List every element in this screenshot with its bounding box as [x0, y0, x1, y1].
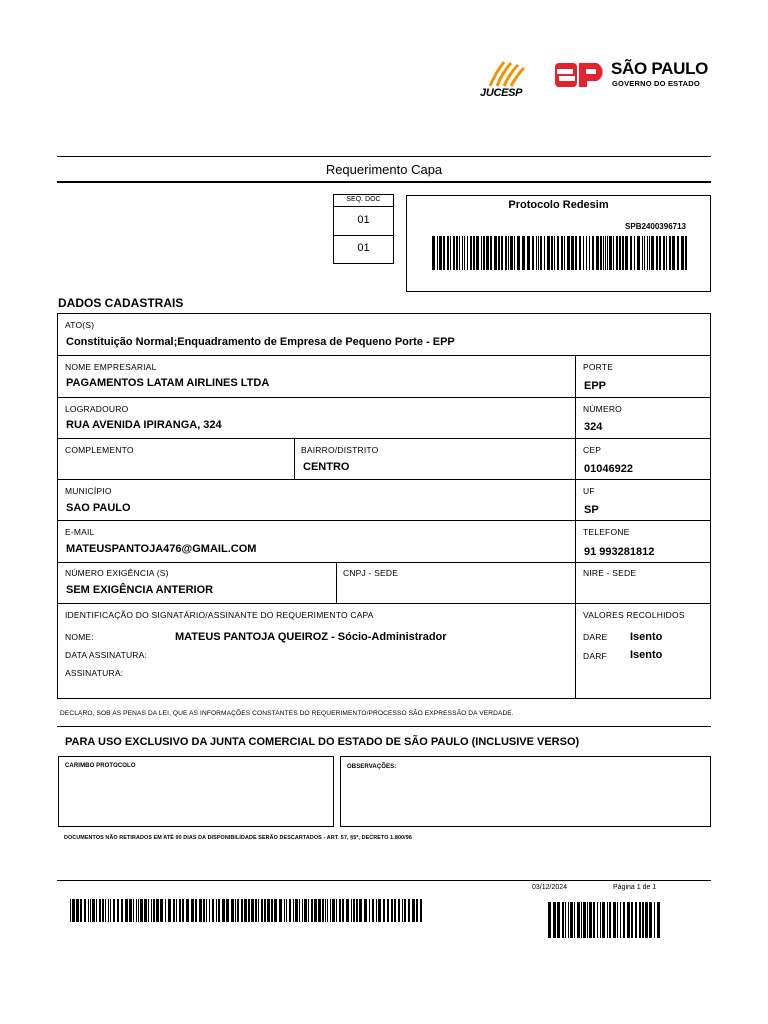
barcode-bar [567, 236, 570, 270]
data-assinatura-label: DATA ASSINATURA: [65, 650, 148, 660]
barcode-bar [176, 899, 177, 922]
barcode-bar [571, 236, 574, 270]
title-top-rule [57, 156, 711, 157]
barcode-bar [84, 899, 86, 922]
barcode-bar [540, 236, 542, 270]
barcode-bar [267, 899, 270, 922]
barcode-bar [299, 899, 300, 922]
barcode-bar [304, 899, 307, 922]
barcode-bar [353, 899, 355, 922]
barcode-bar [412, 899, 415, 922]
barcode-bar [589, 236, 590, 270]
barcode-bar [90, 899, 91, 922]
barcode-bar [231, 899, 234, 922]
barcode-bar [186, 899, 189, 922]
dados-cadastrais-table [57, 313, 711, 699]
barcode-bar [657, 902, 660, 938]
barcode-bar [376, 899, 377, 922]
footer-barcode-right [548, 902, 662, 938]
nome-empresarial-label: NOME EMPRESARIAL [65, 362, 157, 372]
barcode-bar [561, 236, 563, 270]
barcode-bar [165, 899, 166, 922]
barcode-bar [404, 899, 406, 922]
barcode-bar [481, 236, 482, 270]
barcode-bar [346, 899, 349, 922]
barcode-bar [332, 899, 335, 922]
protocolo-barcode [432, 236, 690, 270]
jucesp-logo-text: JUCESP [480, 87, 523, 99]
footer-rule [57, 880, 711, 881]
barcode-bar [255, 899, 257, 922]
barcode-bar [486, 236, 489, 270]
barcode-bar [605, 236, 606, 270]
barcode-bar [330, 899, 331, 922]
barcode-bar [467, 236, 468, 270]
barcode-bar [476, 236, 479, 270]
barcode-bar [600, 902, 601, 938]
barcode-bar [168, 899, 171, 922]
barcode-bar [314, 899, 317, 922]
carimbo-protocolo-label: CARIMBO PROTOCOLO [65, 763, 136, 769]
barcode-bar [258, 899, 259, 922]
barcode-bar [364, 899, 367, 922]
ato-label: ATO(S) [65, 320, 95, 330]
exigencia-label: NÚMERO EXIGÊNCIA (S) [65, 568, 169, 578]
barcode-bar [322, 899, 324, 922]
barcode-bar [592, 236, 594, 270]
bairro-label: BAIRRO/DISTRITO [301, 445, 379, 455]
barcode-bar [138, 899, 139, 922]
barcode-bar [589, 902, 592, 938]
barcode-bar [311, 899, 313, 922]
barcode-bar [351, 899, 352, 922]
barcode-bar [439, 236, 442, 270]
barcode-bar [565, 902, 566, 938]
barcode-bar [295, 899, 298, 922]
barcode-bar [635, 902, 637, 938]
barcode-bar [631, 902, 633, 938]
barcode-bar [293, 899, 294, 922]
email-label: E-MAIL [65, 527, 95, 537]
aviso-descarte-text: DOCUMENTOS NÃO RETIRADOS EM ATÉ 90 DIAS DA DISPONIBILIDADE SERÃO DESCARTADOS - ART. 57, §5º, DECRETO 1.800/96 [64, 835, 412, 841]
barcode-bar [105, 899, 106, 922]
barcode-bar [553, 902, 556, 938]
barcode-bar [203, 899, 205, 922]
jucesp-logo-mark-icon [482, 60, 532, 88]
municipio-label: MUNICÍPIO [65, 486, 112, 496]
darf-value: Isento [630, 649, 663, 661]
barcode-bar [574, 902, 575, 938]
barcode-bar [369, 899, 370, 922]
barcode-bar [372, 899, 374, 922]
barcode-bar [218, 899, 220, 922]
barcode-bar [669, 236, 671, 270]
nome-signatario-label: NOME: [65, 632, 94, 642]
barcode-bar [241, 899, 243, 922]
barcode-bar [564, 236, 565, 270]
footer-page-number: Página 1 de 1 [613, 884, 657, 891]
barcode-bar [237, 899, 239, 922]
ato-value: Constituição Normal;Enquadramento de Empresa de Pequeno Porte - EPP [66, 336, 455, 348]
barcode-bar [271, 899, 273, 922]
barcode-bar [639, 902, 641, 938]
protocolo-title: Protocolo Redesim [508, 199, 609, 211]
barcode-bar [620, 902, 621, 938]
page-title: Requerimento Capa [325, 162, 443, 177]
barcode-bar [108, 899, 109, 922]
barcode-bar [289, 899, 291, 922]
barcode-bar [600, 236, 602, 270]
barcode-bar [625, 236, 628, 270]
barcode-bar [251, 899, 254, 922]
barcode-bar [443, 236, 445, 270]
darf-label: DARF [583, 651, 607, 661]
title-bottom-rule [57, 181, 711, 183]
barcode-bar [581, 902, 582, 938]
barcode-bar [199, 899, 202, 922]
valores-recolhidos-label: VALORES RECOLHIDOS [583, 610, 685, 620]
barcode-bar [286, 899, 287, 922]
barcode-bar [622, 236, 624, 270]
barcode-bar [383, 899, 385, 922]
barcode-bar [483, 236, 485, 270]
protocolo-box [406, 195, 711, 292]
barcode-bar [356, 899, 358, 922]
barcode-bar [609, 236, 612, 270]
telefone-value: 91 993281812 [584, 546, 655, 558]
barcode-bar [536, 236, 537, 270]
barcode-bar [613, 902, 616, 938]
barcode-bar [302, 899, 303, 922]
barcode-bar [416, 899, 418, 922]
barcode-bar [554, 236, 555, 270]
barcode-bar [148, 899, 149, 922]
barcode-bar [125, 899, 128, 922]
barcode-bar [402, 899, 403, 922]
barcode-bar [547, 236, 550, 270]
barcode-bar [681, 236, 684, 270]
barcode-bar [649, 902, 652, 938]
cep-label: CEP [583, 445, 602, 455]
barcode-bar [432, 236, 435, 270]
barcode-bar [235, 899, 236, 922]
barcode-bar [133, 899, 134, 922]
barcode-bar [586, 236, 587, 270]
barcode-bar [462, 236, 463, 270]
barcode-bar [195, 899, 197, 922]
barcode-bar [644, 236, 645, 270]
barcode-bar [602, 902, 605, 938]
jucesp-logo [476, 60, 536, 102]
barcode-bar [577, 902, 580, 938]
barcode-bar [651, 236, 654, 270]
sp-map-icon [555, 61, 607, 89]
barcode-bar [473, 236, 475, 270]
barcode-bar [140, 899, 143, 922]
barcode-bar [649, 236, 650, 270]
barcode-bar [510, 236, 513, 270]
barcode-bar [557, 902, 560, 938]
barcode-bar [391, 899, 393, 922]
barcode-bar [453, 236, 455, 270]
barcode-bar [514, 236, 515, 270]
barcode-bar [570, 902, 573, 938]
barcode-bar [387, 899, 389, 922]
barcode-bar [538, 236, 539, 270]
observacoes-label: OBSERVAÇÕES: [347, 764, 397, 770]
barcode-bar [99, 899, 101, 922]
barcode-bar [583, 236, 584, 270]
barcode-bar [216, 899, 217, 922]
barcode-bar [420, 899, 422, 922]
barcode-bar [517, 236, 520, 270]
barcode-bar [342, 899, 344, 922]
barcode-bar [156, 899, 159, 922]
barcode-bar [522, 236, 525, 270]
barcode-bar [144, 899, 147, 922]
bairro-value: CENTRO [303, 461, 350, 473]
barcode-bar [88, 899, 89, 922]
declaracao-rule [57, 726, 711, 727]
sp-logo-subtitle: GOVERNO DO ESTADO [612, 79, 700, 88]
barcode-bar [501, 236, 503, 270]
barcode-bar [647, 236, 648, 270]
barcode-bar [548, 902, 551, 938]
barcode-bar [274, 899, 277, 922]
barcode-bar [284, 899, 285, 922]
barcode-bar [437, 236, 438, 270]
barcode-bar [308, 899, 309, 922]
section-title: DADOS CADASTRAIS [58, 296, 184, 310]
declaracao-text: DECLARO, SOB AS PENAS DA LEI, QUE AS INFORMAÇÕES CONSTANTES DO REQUERIMENTO/PROCESSO SÃO EXPRESSÃO DA VERDADE. [60, 710, 514, 717]
nire-sede-label: NIRE - SEDE [583, 568, 637, 578]
barcode-bar [607, 902, 608, 938]
dare-value: Isento [630, 631, 663, 643]
telefone-label: TELEFONE [583, 527, 630, 537]
barcode-bar [72, 899, 75, 922]
barcode-bar [627, 902, 630, 938]
barcode-bar [498, 236, 500, 270]
barcode-bar [179, 899, 181, 922]
uf-value: SP [584, 504, 599, 516]
signatario-label: IDENTIFICAÇÃO DO SIGNATÁRIO/ASSINANTE DO REQUERIMENTO CAPA [65, 610, 374, 620]
barcode-bar [121, 899, 123, 922]
assinatura-label: ASSINATURA: [65, 668, 124, 678]
barcode-bar [642, 902, 644, 938]
barcode-bar [394, 899, 396, 922]
barcode-bar [593, 902, 595, 938]
footer-date: 03/12/2024 [532, 884, 568, 891]
barcode-bar [527, 236, 530, 270]
barcode-bar [212, 899, 214, 922]
observacoes-box [340, 756, 711, 827]
barcode-bar [70, 899, 71, 922]
cnpj-sede-label: CNPJ - SEDE [343, 568, 399, 578]
seq-doc-label: SEQ. DOC [346, 196, 381, 203]
sp-logo-title: SÃO PAULO [611, 59, 709, 78]
logradouro-value: RUA AVENIDA IPIRANGA, 324 [66, 419, 222, 431]
barcode-bar [634, 236, 635, 270]
barcode-bar [129, 899, 132, 922]
barcode-bar [568, 902, 569, 938]
barcode-bar [325, 899, 326, 922]
barcode-bar [182, 899, 184, 922]
barcode-bar [279, 899, 282, 922]
barcode-bar [685, 236, 687, 270]
barcode-bar [80, 899, 82, 922]
barcode-bar [616, 236, 618, 270]
barcode-bar [609, 902, 611, 938]
cep-value: 01046922 [584, 463, 633, 475]
barcode-bar [359, 899, 362, 922]
seq-doc-box [333, 194, 394, 264]
barcode-bar [244, 899, 247, 922]
barcode-bar [607, 236, 608, 270]
barcode-bar [264, 899, 266, 922]
barcode-bar [96, 899, 97, 922]
barcode-bar [153, 899, 155, 922]
barcode-bar [206, 899, 207, 922]
barcode-bar [659, 236, 661, 270]
barcode-bar [623, 902, 625, 938]
barcode-bar [645, 902, 648, 938]
dare-label: DARE [583, 632, 608, 642]
barcode-bar [226, 899, 229, 922]
nome-empresarial-value: PAGAMENTOS LATAM AIRLINES LTDA [66, 377, 270, 389]
barcode-bar [654, 902, 655, 938]
exigencia-value: SEM EXIGÊNCIA ANTERIOR [66, 584, 214, 596]
barcode-bar [339, 899, 341, 922]
nome-signatario-value: MATEUS PANTOJA QUEIROZ - Sócio-Administrador [175, 631, 447, 643]
barcode-bar [102, 899, 104, 922]
barcode-bar [336, 899, 337, 922]
barcode-bar [318, 899, 321, 922]
barcode-bar [672, 236, 675, 270]
barcode-bar [398, 899, 400, 922]
protocolo-code: SPB2400396713 [625, 222, 686, 231]
barcode-bar [447, 236, 449, 270]
barcode-bar [450, 236, 451, 270]
barcode-bar [656, 236, 658, 270]
barcode-bar [456, 236, 458, 270]
carimbo-protocolo-box [58, 756, 334, 827]
barcode-bar [587, 902, 588, 938]
barcode-bar [494, 236, 497, 270]
barcode-bar [551, 236, 553, 270]
barcode-bar [562, 902, 564, 938]
barcode-bar [544, 236, 545, 270]
barcode-bar [579, 236, 581, 270]
barcode-bar [637, 236, 640, 270]
barcode-bar [575, 236, 577, 270]
barcode-bar [470, 236, 472, 270]
barcode-bar [596, 236, 599, 270]
exclusive-use-title: PARA USO EXCLUSIVO DA JUNTA COMERCIAL DO ESTADO DE SÃO PAULO (INCLUSIVE VERSO) [65, 736, 580, 748]
barcode-bar [378, 899, 381, 922]
logradouro-label: LOGRADOURO [65, 404, 129, 414]
porte-label: PORTE [583, 362, 614, 372]
barcode-bar [642, 236, 643, 270]
barcode-bar [76, 899, 79, 922]
seq-doc-value: 01 [357, 242, 370, 254]
numero-label: NÚMERO [583, 404, 622, 414]
barcode-bar [613, 236, 614, 270]
barcode-bar [110, 899, 111, 922]
email-value: MATEUSPANTOJA476@GMAIL.COM [66, 543, 257, 555]
barcode-bar [117, 899, 119, 922]
barcode-bar [209, 899, 210, 922]
seq-doc-value: 01 [357, 214, 370, 226]
complemento-label: COMPLEMENTO [65, 445, 134, 455]
barcode-bar [459, 236, 460, 270]
barcode-bar [603, 236, 604, 270]
barcode-bar [617, 902, 618, 938]
porte-value: EPP [584, 380, 607, 392]
footer-barcode-left [70, 899, 423, 922]
barcode-bar [464, 236, 465, 270]
barcode-bar [508, 236, 509, 270]
barcode-bar [532, 236, 534, 270]
sp-government-logo [555, 58, 715, 92]
barcode-bar [557, 236, 559, 270]
barcode-bar [151, 899, 152, 922]
uf-label: UF [583, 486, 595, 496]
barcode-bar [583, 902, 586, 938]
barcode-bar [663, 236, 665, 270]
barcode-bar [160, 899, 163, 922]
barcode-bar [136, 899, 137, 922]
barcode-bar [677, 236, 679, 270]
barcode-bar [173, 899, 175, 922]
barcode-bar [248, 899, 250, 922]
barcode-bar [597, 902, 598, 938]
barcode-bar [619, 236, 621, 270]
barcode-bar [191, 899, 194, 922]
barcode-bar [327, 899, 328, 922]
barcode-bar [666, 236, 667, 270]
numero-value: 324 [584, 421, 603, 433]
barcode-bar [92, 899, 95, 922]
barcode-bar [261, 899, 263, 922]
barcode-bar [505, 236, 507, 270]
barcode-bar [408, 899, 410, 922]
municipio-value: SAO PAULO [66, 502, 131, 514]
barcode-bar [490, 236, 492, 270]
barcode-bar [113, 899, 115, 922]
barcode-bar [222, 899, 225, 922]
barcode-bar [630, 236, 632, 270]
